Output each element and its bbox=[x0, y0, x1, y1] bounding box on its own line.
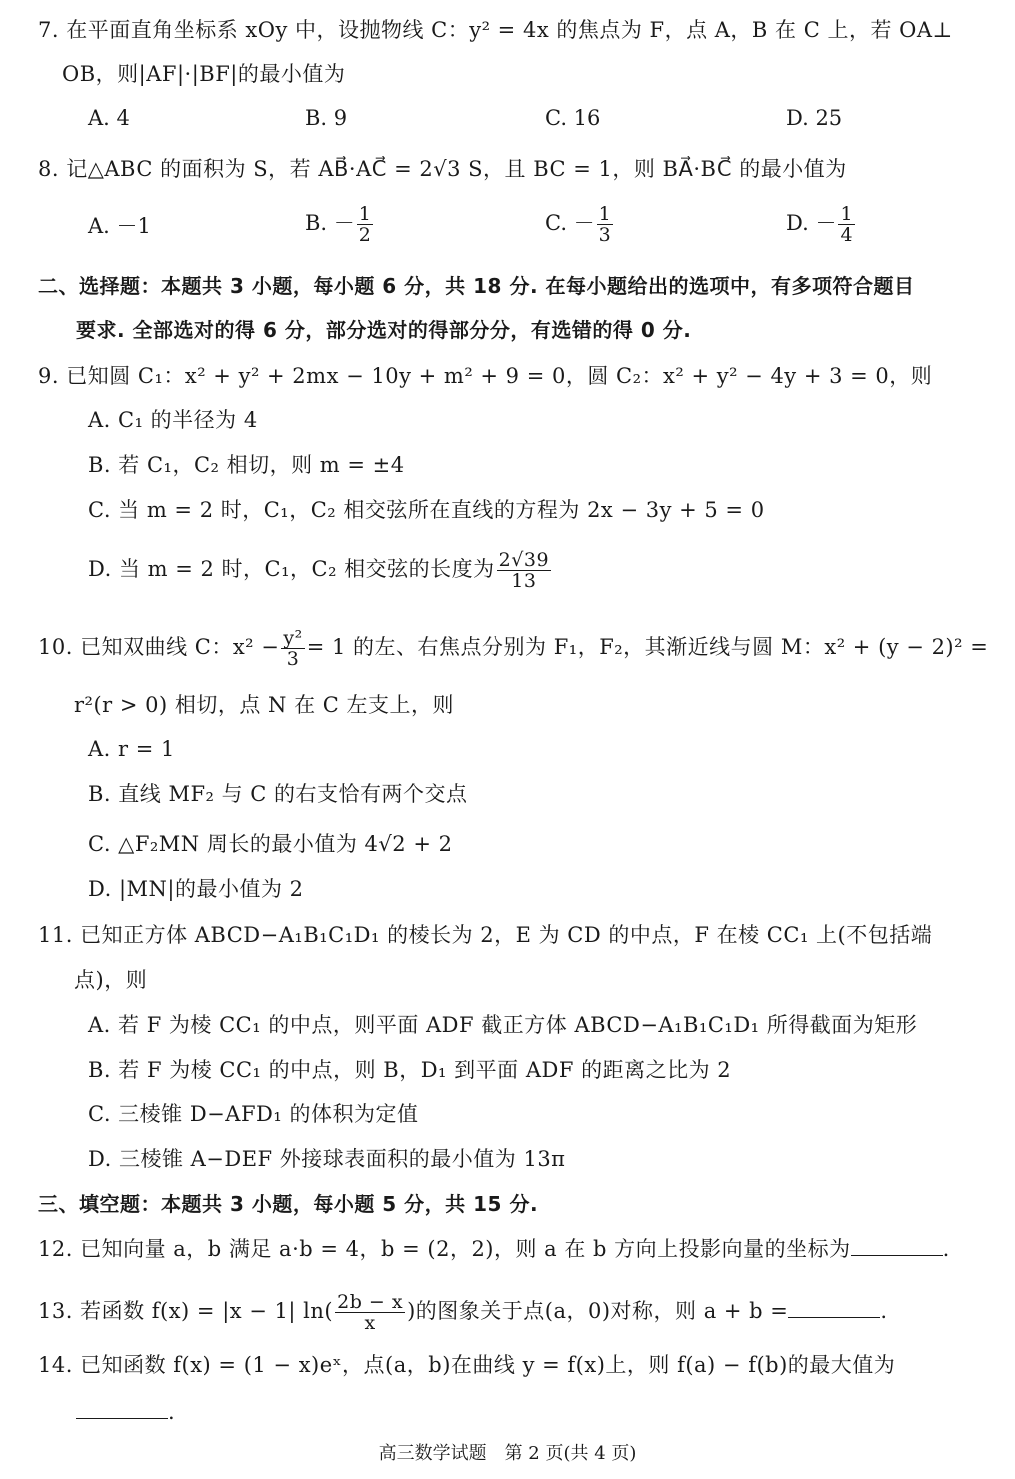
q13-stem bbox=[38, 1292, 888, 1333]
q12-end: . bbox=[942, 1237, 950, 1261]
q8-stem: 8. 记△ABC 的面积为 S，若 AB⃗·AC⃗ = 2√3 S，且 BC = 1，则 BA⃗·BC⃗ 的最小值为 bbox=[38, 157, 847, 181]
q11-option-d: D. 三棱锥 A−DEF 外接球表面积的最小值为 13π bbox=[88, 1147, 566, 1171]
q9-option-d-numerator: 2√39 bbox=[498, 549, 550, 571]
q10-stem-line1 bbox=[38, 628, 988, 669]
q13-numerator: 2b − x bbox=[337, 1291, 404, 1313]
q8-option-c-fraction bbox=[597, 204, 613, 245]
q14-stem-line2 bbox=[76, 1398, 175, 1426]
q10-option-c: C. △F₂MN 周长的最小值为 4√2 + 2 bbox=[88, 832, 453, 856]
q12-text: 12. 已知向量 a，b 满足 a·b = 4，b = (2，2)，则 a 在 b 方向上投影向量的坐标为 bbox=[38, 1237, 851, 1261]
q13-fraction bbox=[335, 1292, 405, 1333]
q11-option-a: A. 若 F 为棱 CC₁ 的中点，则平面 ADF 截正方体 ABCD−A₁B₁C₁D₁ 所得截面为矩形 bbox=[88, 1013, 918, 1037]
q8-option-d-numerator: 1 bbox=[840, 203, 853, 225]
q10-stem-prefix: 10. 已知双曲线 C：x² − bbox=[38, 635, 280, 659]
q13-end: . bbox=[880, 1299, 888, 1323]
q8-option-d-fraction bbox=[838, 204, 854, 245]
q9-option-d-prefix: D. 当 m = 2 时，C₁，C₂ 相交弦的长度为 bbox=[88, 557, 495, 581]
q8-option-b-prefix: B. － bbox=[305, 211, 355, 235]
q14-answer-blank[interactable] bbox=[76, 1398, 168, 1419]
q9-option-b: B. 若 C₁，C₂ 相切，则 m = ±4 bbox=[88, 453, 405, 477]
section2-heading-line1: 二、选择题：本题共 3 小题，每小题 6 分，共 18 分. 在每小题给出的选项中，有多项符合题目 bbox=[38, 274, 915, 298]
q8-option-a: A. －1 bbox=[88, 214, 151, 238]
q11-option-c: C. 三棱锥 D−AFD₁ 的体积为定值 bbox=[88, 1102, 419, 1126]
q10-stem-fraction bbox=[281, 628, 304, 669]
q14-stem-line1: 14. 已知函数 f(x) = (1 − x)eˣ，点(a，b)在曲线 y = f(x)上，则 f(a) − f(b)的最大值为 bbox=[38, 1353, 896, 1377]
q7-option-a: A. 4 bbox=[88, 106, 130, 130]
q13-answer-blank[interactable] bbox=[788, 1297, 880, 1318]
q9-option-c: C. 当 m = 2 时，C₁，C₂ 相交弦所在直线的方程为 2x − 3y + 5 = 0 bbox=[88, 498, 765, 522]
q7-option-c: C. 16 bbox=[545, 106, 601, 130]
q11-stem-line2: 点)，则 bbox=[74, 968, 148, 992]
q7-stem-line2: OB，则|AF|·|BF|的最小值为 bbox=[62, 62, 346, 86]
q11-option-b: B. 若 F 为棱 CC₁ 的中点，则 B，D₁ 到平面 ADF 的距离之比为 2 bbox=[88, 1058, 732, 1082]
q13-denominator: x bbox=[364, 1312, 376, 1334]
q14-end: . bbox=[168, 1400, 176, 1424]
q10-stem-line2: r²(r > 0) 相切，点 N 在 C 左支上，则 bbox=[74, 693, 455, 717]
q8-option-d bbox=[786, 204, 857, 245]
q7-option-b: B. 9 bbox=[305, 106, 348, 130]
q10-option-a: A. r = 1 bbox=[88, 737, 175, 761]
page-footer: 高三数学试题 第 2 页(共 4 页) bbox=[378, 1443, 637, 1464]
q8-option-d-prefix: D. － bbox=[786, 211, 837, 235]
section3-heading: 三、填空题：本题共 3 小题，每小题 5 分，共 15 分. bbox=[38, 1192, 539, 1216]
q8-option-b bbox=[305, 204, 375, 245]
q11-stem-line1: 11. 已知正方体 ABCD−A₁B₁C₁D₁ 的棱长为 2，E 为 CD 的中点，F 在棱 CC₁ 上(不包括端 bbox=[38, 923, 933, 947]
q12-answer-blank[interactable] bbox=[851, 1235, 943, 1256]
q13-suffix: )的图象关于点(a，0)对称，则 a + b = bbox=[407, 1299, 789, 1323]
q9-option-d-fraction bbox=[497, 550, 551, 591]
q7-stem-line1: 7. 在平面直角坐标系 xOy 中，设抛物线 C：y² = 4x 的焦点为 F，点 A，B 在 C 上，若 OA⊥ bbox=[38, 18, 953, 42]
section2-heading-line2: 要求. 全部选对的得 6 分，部分选对的得部分分，有选错的得 0 分. bbox=[76, 318, 692, 342]
q9-stem: 9. 已知圆 C₁：x² + y² + 2mx − 10y + m² + 9 = 0，圆 C₂：x² + y² − 4y + 3 = 0，则 bbox=[38, 364, 933, 388]
q10-option-d: D. |MN|的最小值为 2 bbox=[88, 877, 304, 901]
q9-option-a: A. C₁ 的半径为 4 bbox=[88, 408, 258, 432]
q7-option-d: D. 25 bbox=[786, 106, 843, 130]
q10-stem-suffix: = 1 的左、右焦点分别为 F₁，F₂，其渐近线与圆 M：x² + (y − 2)² = bbox=[306, 635, 989, 659]
q8-option-c bbox=[545, 204, 615, 245]
q8-option-d-denominator: 4 bbox=[840, 224, 853, 246]
q12-stem bbox=[38, 1235, 950, 1263]
q10-stem-denominator: 3 bbox=[286, 648, 300, 670]
q8-option-c-denominator: 3 bbox=[598, 224, 611, 246]
q8-option-b-numerator: 1 bbox=[358, 203, 371, 225]
q8-option-b-denominator: 2 bbox=[358, 224, 371, 246]
q8-option-c-numerator: 1 bbox=[598, 203, 611, 225]
q10-option-b: B. 直线 MF₂ 与 C 的右支恰有两个交点 bbox=[88, 782, 468, 806]
q8-option-b-fraction bbox=[357, 204, 373, 245]
q10-stem-numerator: y² bbox=[283, 627, 303, 649]
q13-prefix: 13. 若函数 f(x) = |x − 1| ln( bbox=[38, 1299, 334, 1323]
q9-option-d bbox=[88, 550, 553, 591]
q9-option-d-denominator: 13 bbox=[511, 570, 537, 592]
q8-option-c-prefix: C. － bbox=[545, 211, 595, 235]
